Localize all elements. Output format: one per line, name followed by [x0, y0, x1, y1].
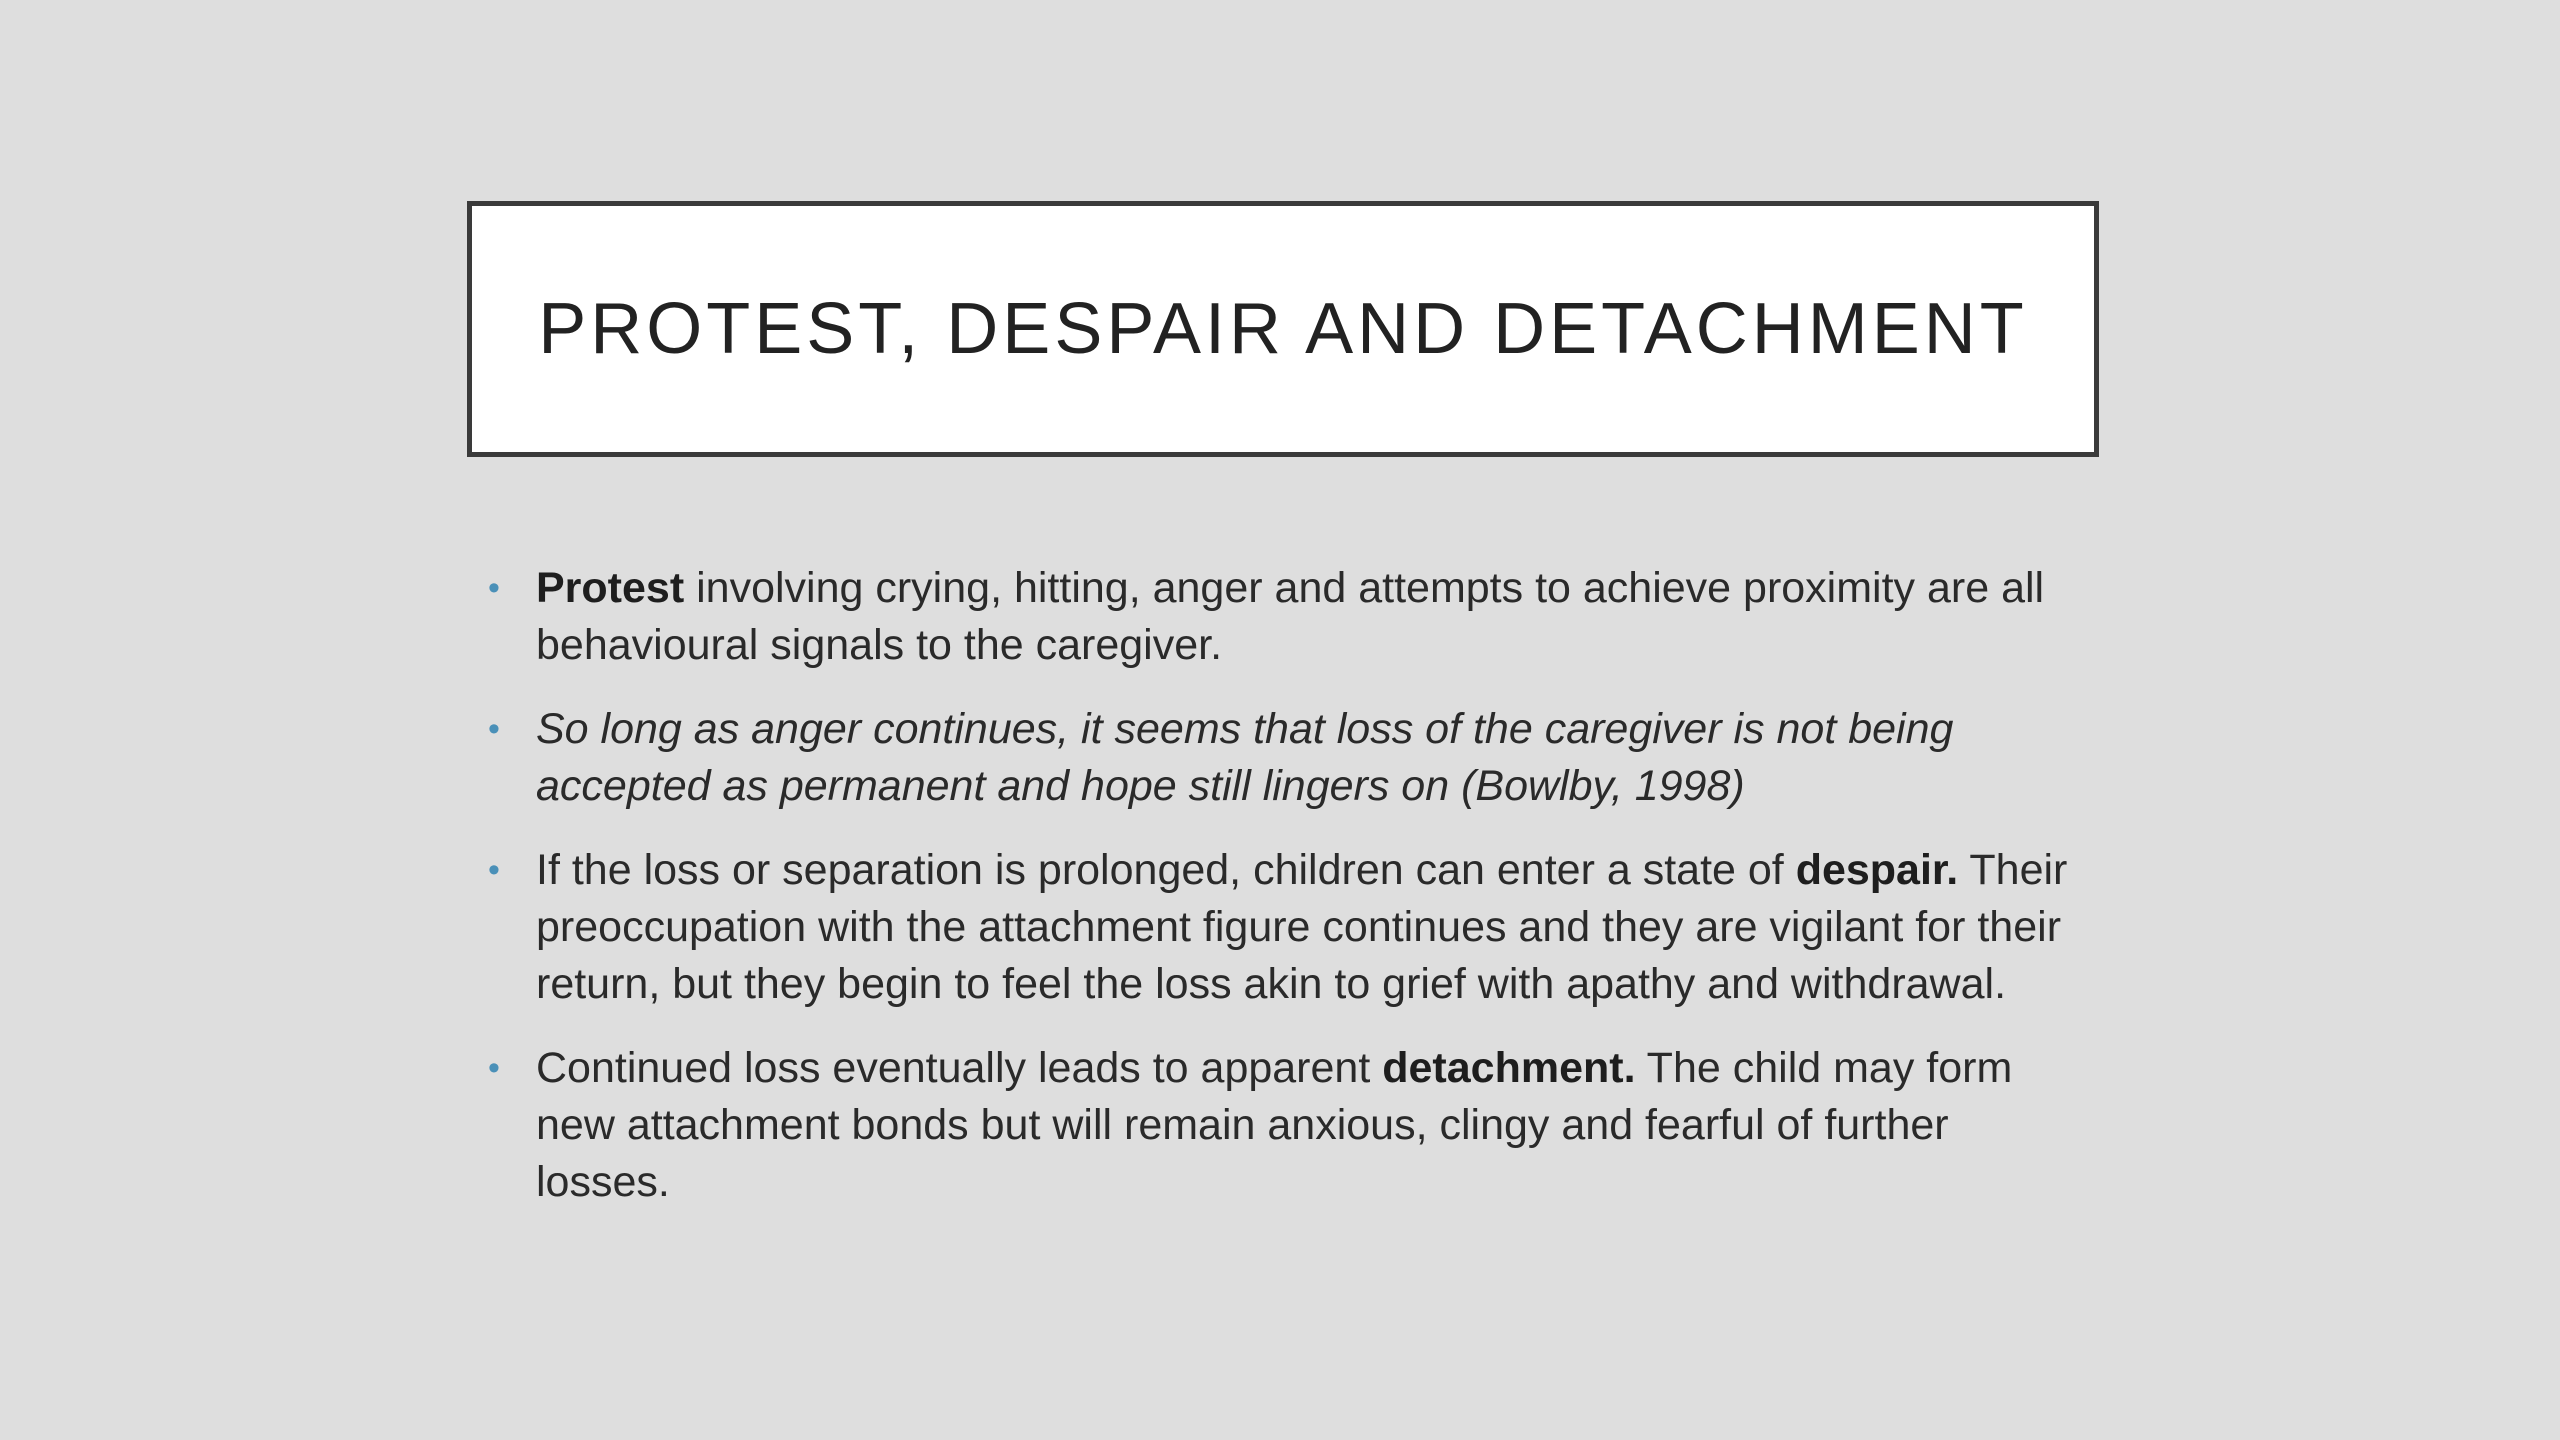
- bullet-list: [488, 560, 2088, 1238]
- bullet-dot-icon: •: [488, 851, 500, 889]
- bullet-quote-text: So long as anger continues, it seems that loss of the caregiver is not being accepted as permanent and hope still lingers on (Bowlby, 1998): [536, 705, 1954, 810]
- bullet-item-despair: [488, 842, 2088, 1013]
- slide-title: PROTEST, DESPAIR AND DETACHMENT: [538, 289, 2028, 369]
- bullet-text-before: If the loss or separation is prolonged, children can enter a state of: [536, 846, 1796, 894]
- bullet-item-detachment: [488, 1040, 2088, 1211]
- bullet-bold-text: detachment.: [1382, 1044, 1636, 1092]
- bullet-dot-icon: •: [488, 710, 500, 748]
- bullet-text-after: Their preoccupation with the attachment figure continues and they are vigilant for their return, but they begin to feel the loss akin to grief with apathy and withdrawal.: [536, 846, 2068, 1008]
- bullet-item-quote: [488, 701, 2088, 815]
- title-box: [467, 201, 2099, 457]
- bullet-dot-icon: •: [488, 569, 500, 607]
- bullet-text-after: The child may form new attachment bonds but will remain anxious, clingy and fearful of further losses.: [536, 1044, 2013, 1206]
- bullet-bold-text: despair.: [1795, 846, 1959, 894]
- bullet-dot-icon: •: [488, 1049, 500, 1087]
- bullet-text-before: Continued loss eventually leads to apparent: [536, 1044, 1383, 1092]
- bullet-text: involving crying, hitting, anger and attempts to achieve proximity are all behavioural signals to the caregiver.: [536, 564, 2045, 669]
- bullet-bold-text: Protest: [536, 564, 685, 612]
- bullet-item-protest: [488, 560, 2088, 674]
